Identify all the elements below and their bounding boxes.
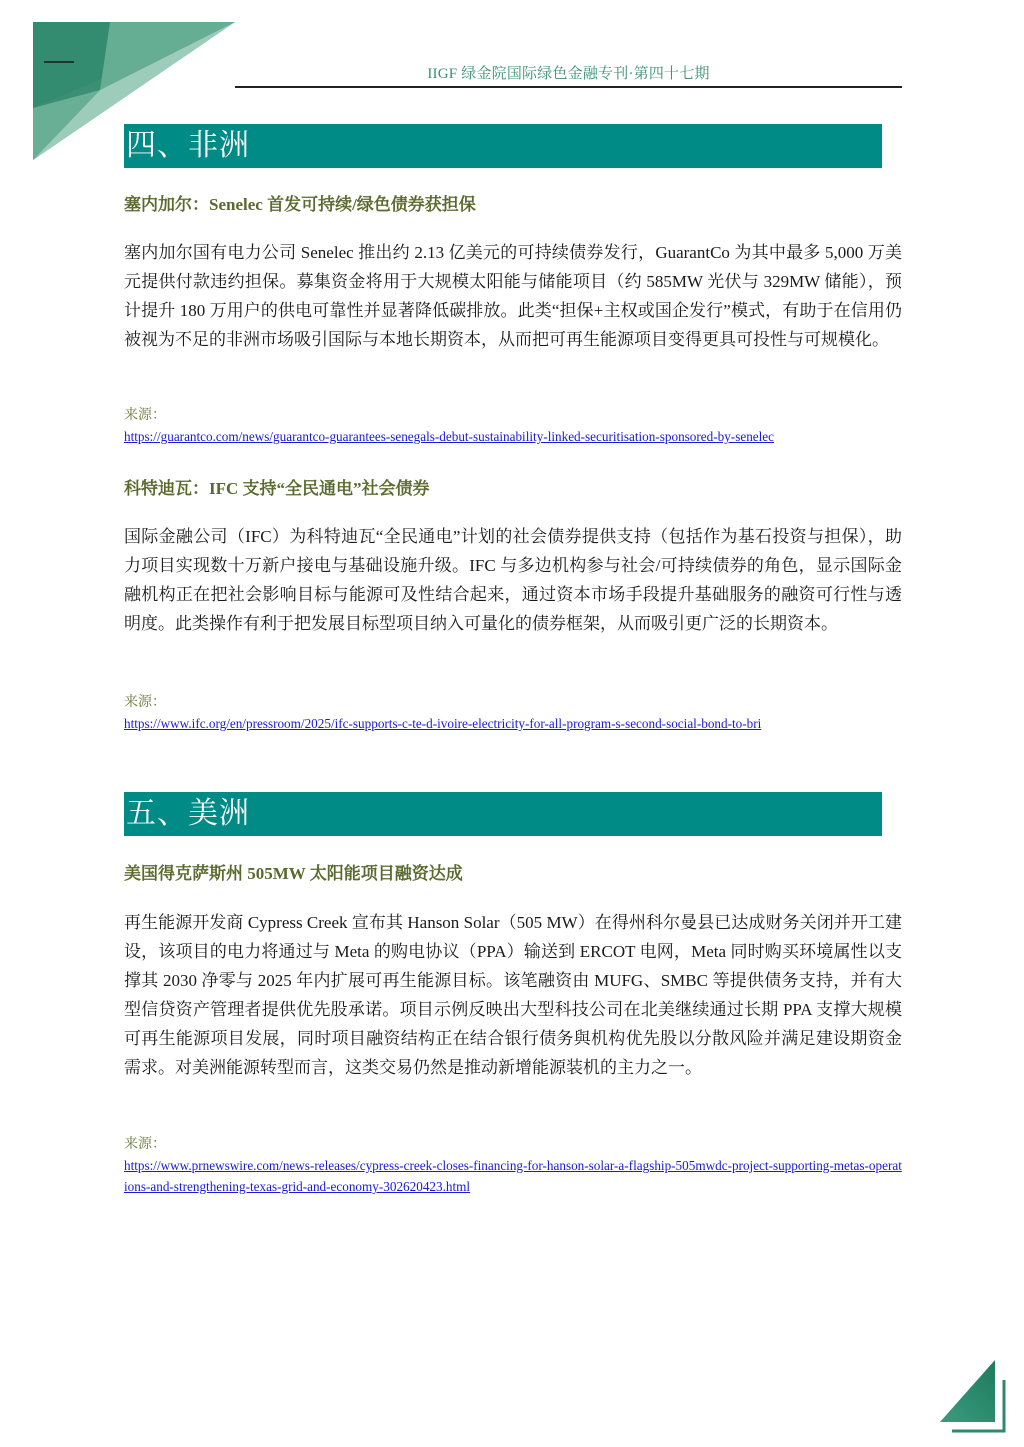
section-heading-africa: 四、非洲 — [124, 124, 882, 168]
article-title: 塞内加尔：Senelec 首发可持续/绿色债券获担保 — [124, 195, 476, 214]
article-title: 美国得克萨斯州 505MW 太阳能项目融资达成 — [124, 864, 463, 883]
article-body: 国际金融公司（IFC）为科特迪瓦“全民通电”计划的社会债券提供支持（包括作为基石投资与担保），助力项目实现数十万新户接电与基础设施升级。IFC 与多边机构参与社会/可持续债券的角色，显示国际金融机构正在把社会影响目标与能源可及性结合起来，通过资本市场手段提升基础服务的融资可行性与透明度。此类操作有利于把发展目标型项目纳入可量化的债券框架，从而吸引更广泛的长期资本。 — [124, 527, 902, 633]
source-link[interactable]: https://www.ifc.org/en/pressroom/2025/ifc-supports-c-te-d-ivoire-electricity-for-all-program-s-second-social-bond-to-bri — [124, 716, 762, 731]
source-label: 来源： — [124, 1137, 166, 1152]
article-title: 科特迪瓦：IFC 支持“全民通电”社会债券 — [124, 479, 430, 498]
article-body: 塞内加尔国有电力公司 Senelec 推出约 2.13 亿美元的可持续债券发行，GuarantCo 为其中最多 5,000 万美元提供付款违约担保。募集资金将用于大规模太阳能与储能项目（约 585MW 光伏与 329MW 储能），预计提升 180 万用户的供电可靠性并显著降低碳排放。此类“担保+主权或国企发行”模式，有助于在信用仍被视为不足的非洲市场吸引国际与本地长期资本，从而把可再生能源项目变得更具可投性与可规模化。 — [124, 243, 902, 349]
source-label: 来源： — [124, 408, 166, 423]
page-header-title: IIGF 绿金院国际绿色金融专刊·第四十七期 — [427, 66, 710, 82]
source-label: 来源： — [124, 695, 166, 710]
source-link[interactable]: https://guarantco.com/news/guarantco-guarantees-senegals-debut-sustainability-linked-securitisation-sponsored-by-senelec — [124, 429, 775, 444]
header-divider — [235, 86, 902, 88]
article-body: 再生能源开发商 Cypress Creek 宣布其 Hanson Solar（505 MW）在得州科尔曼县已达成财务关闭并开工建设，该项目的电力将通过与 Meta 的购电协议（PPA）输送到 ERCOT 电网，Meta 同时购买环境属性以支撑其 2030 净零与 2025 年内扩展可再生能源目标。该笔融资由 MUFG、SMBC 等提供债务支持，并有大型信贷资产管理者提供优先股承诺。项目示例反映出大型科技公司在北美继续通过长期 PPA 支撑大规模可再生能源项目发展，同时项目融资结构正在结合银行债务與机构优先股以分散风险并满足建设期资金需求。对美洲能源转型而言，这类交易仍然是推动新增能源装机的主力之一。 — [124, 913, 902, 1077]
section-heading-americas: 五、美洲 — [124, 792, 882, 836]
source-link[interactable]: https://www.prnewswire.com/news-releases/cypress-creek-closes-financing-for-hanson-solar-a-flagship-505mwdc-project-supporting-metas-operations-and-strengthening-texas-grid-and-economy-302620423.html — [124, 1158, 902, 1194]
corner-decoration-bottom-right — [930, 1350, 1024, 1447]
